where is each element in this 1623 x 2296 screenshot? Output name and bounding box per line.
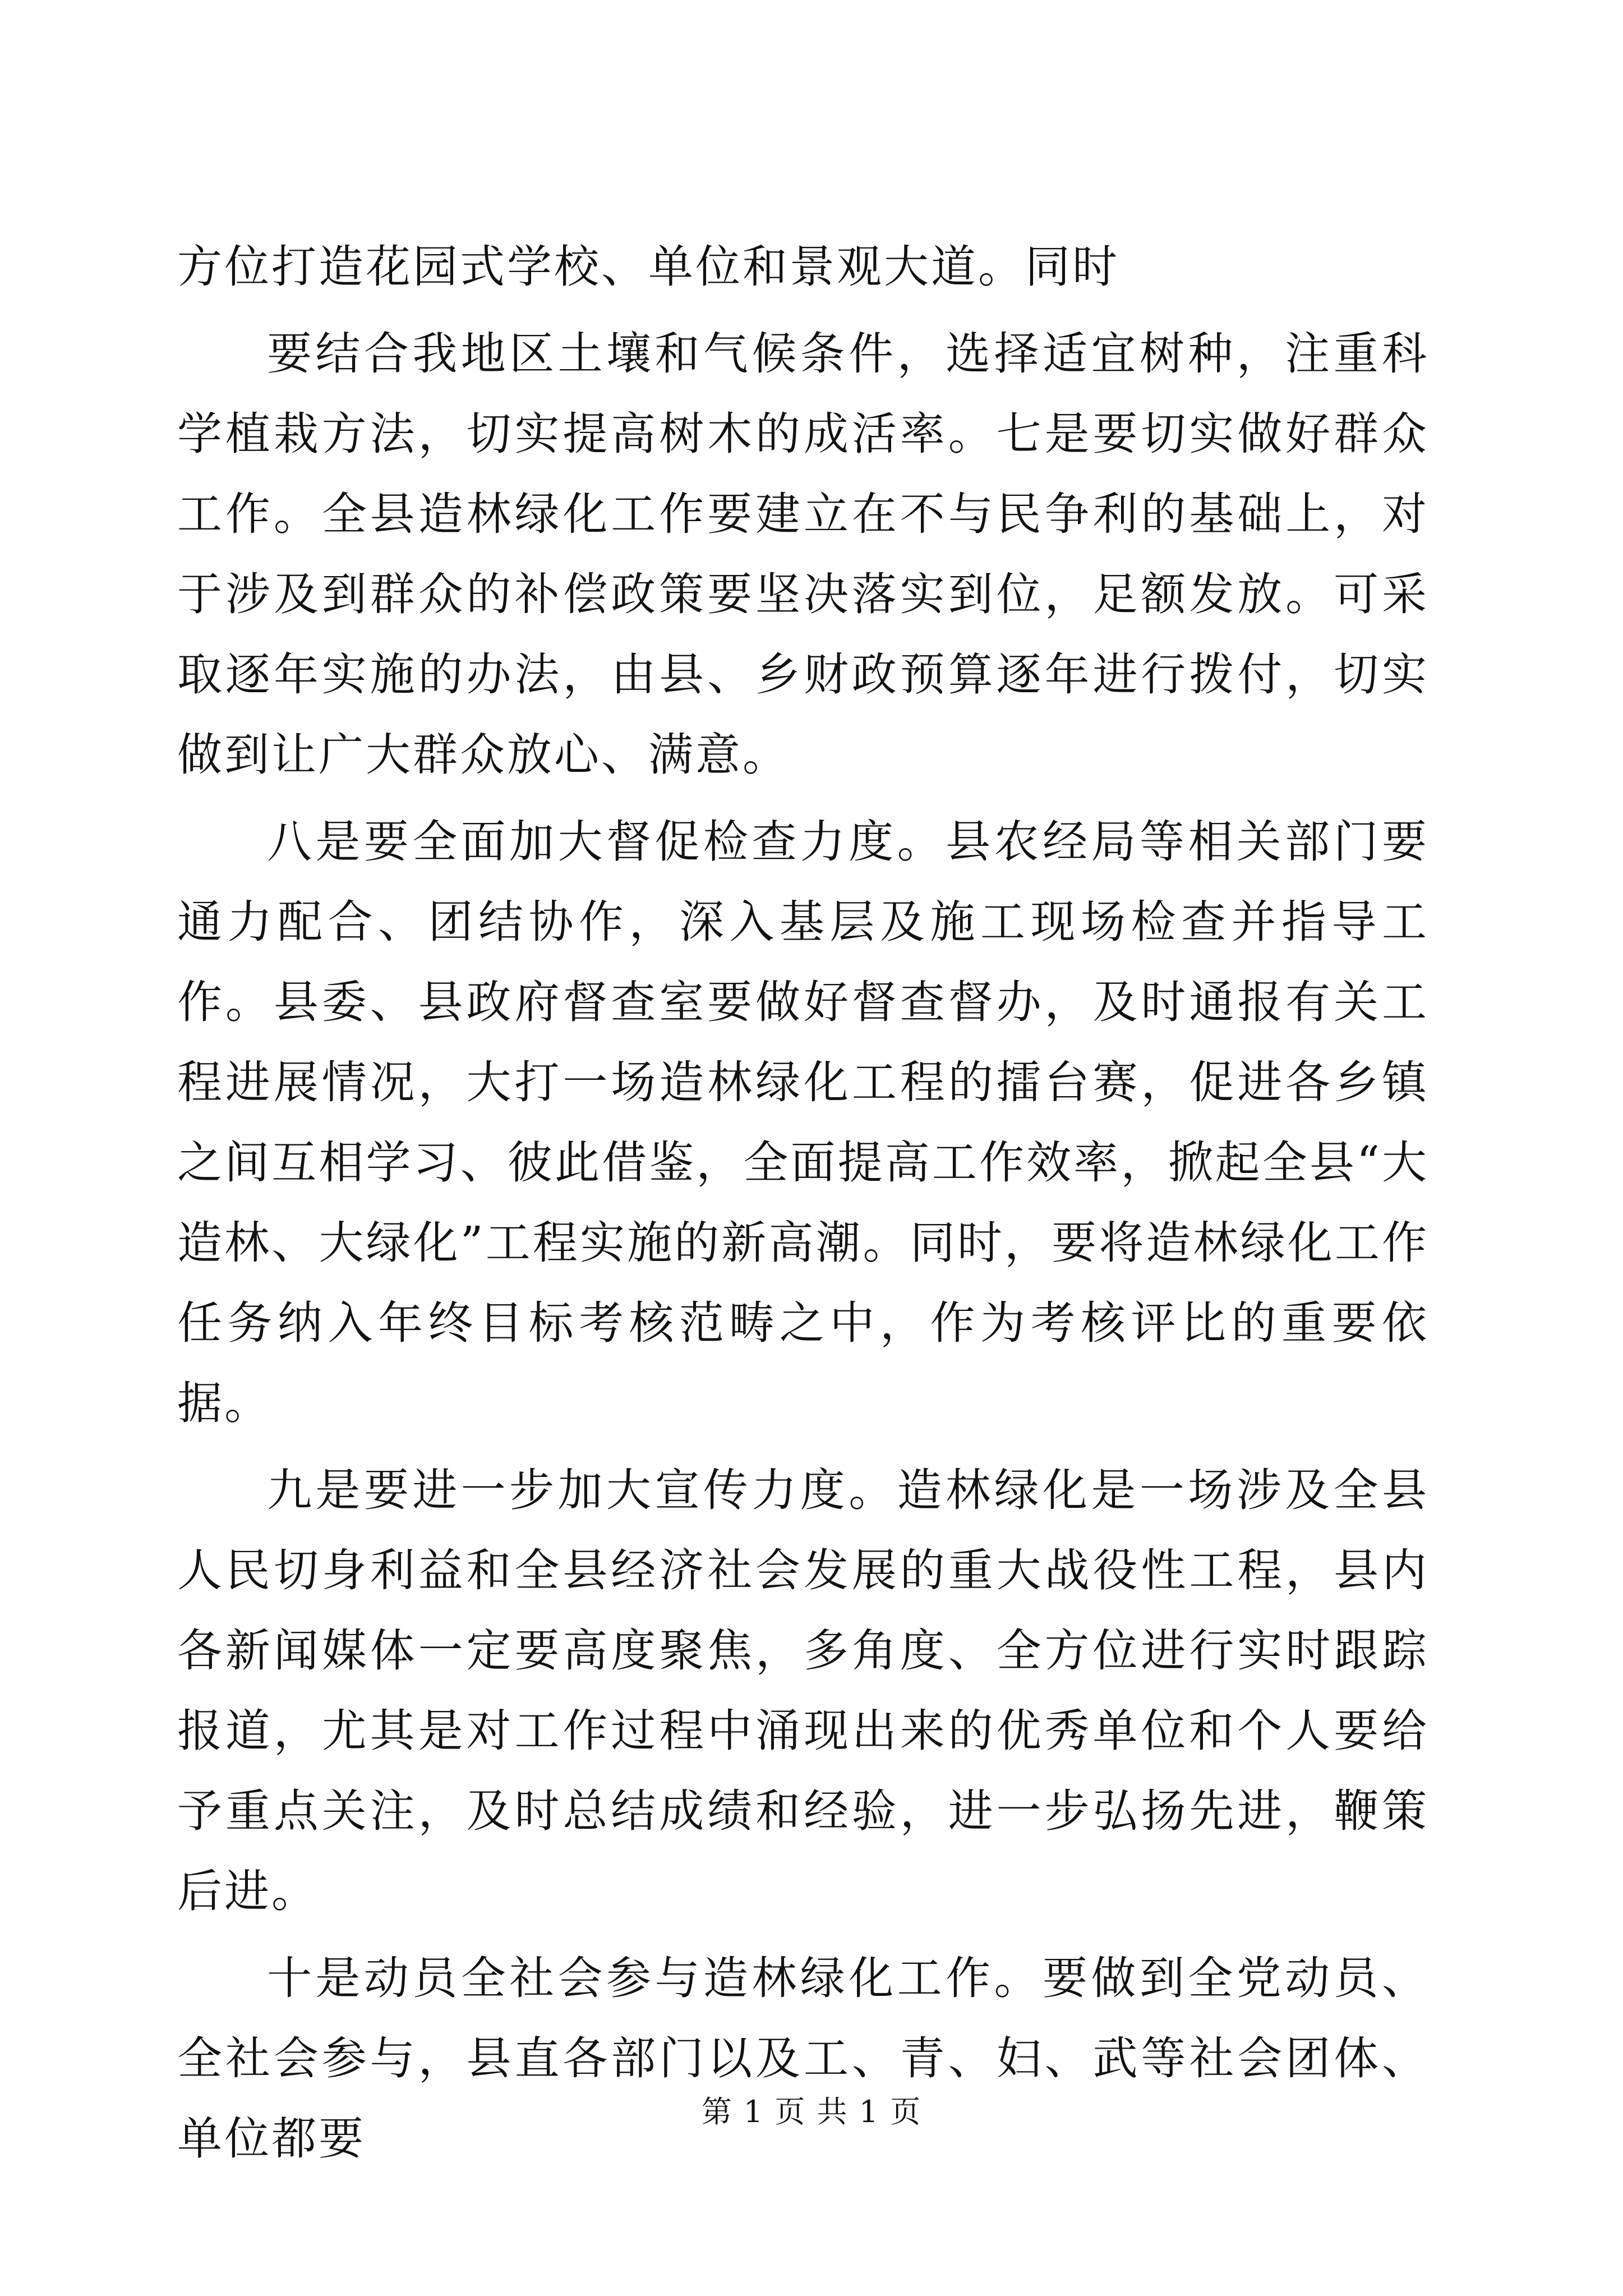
page-number-footer: 第 1 页 共 1 页: [701, 2094, 922, 2129]
paragraph-publicity: 九是要进一步加大宣传力度。造林绿化是一场涉及全县人民切身利益和全县经济社会发展的重大战役性工程，县内各新闻媒体一定要高度聚焦，多角度、全方位进行实时跟踪报道，尤其是对工作过程中涌现出来的优秀单位和个人要给予重点关注，及时总结成绩和经验，进一步弘扬先进，鞭策后进。: [177, 1464, 1429, 1917]
paragraph-continuation: 方位打造花园式学校、单位和景观大道。同时: [177, 241, 1119, 293]
paragraph-mobilization: 十是动员全社会参与造林绿化工作。要做到全党动员、全社会参与，县直各部门以及工、青、妇、武等社会团体、单位都要: [177, 1952, 1429, 2165]
document-body: [177, 227, 1429, 2179]
paragraph-planting-methods: 要结合我地区土壤和气候条件，选择适宜树种，注重科学植栽方法，切实提高树木的成活率。七是要切实做好群众工作。全县造林绿化工作要建立在不与民争利的基础上，对于涉及到群众的补偿政策要坚决落实到位，足额发放。可采取逐年实施的办法，由县、乡财政预算逐年进行拨付，切实做到让广大群众放心、满意。: [177, 328, 1429, 781]
paragraph-supervision: 八是要全面加大督促检查力度。县农经局等相关部门要通力配合、团结协作，深入基层及施工现场检查并指导工作。县委、县政府督查室要做好督查督办，及时通报有关工程进展情况，大打一场造林绿化工程的擂台赛，促进各乡镇之间互相学习、彼此借鉴，全面提高工作效率，掀起全县“大造林、大绿化”工程实施的新高潮。同时，要将造林绿化工作任务纳入年终目标考核范畴之中，作为考核评比的重要依据。: [177, 816, 1429, 1429]
